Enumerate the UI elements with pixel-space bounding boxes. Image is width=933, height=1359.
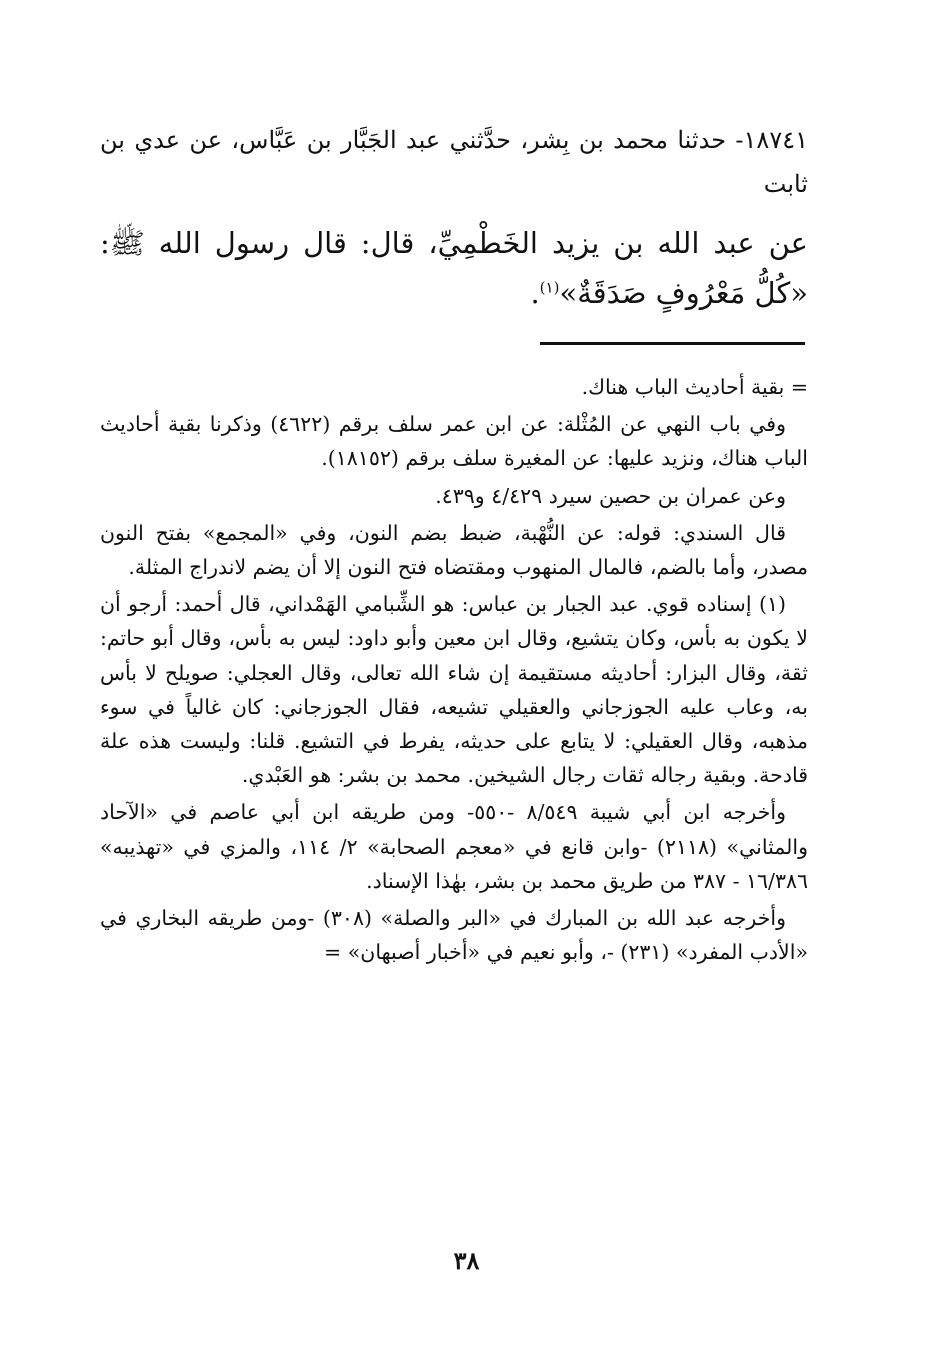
footnote-paragraph: وأخرجه عبد الله بن المبارك في «البر والصلة» (٣٠٨) -ومن طريقه البخاري في «الأدب المفرد» (٢٣١) -، وأبو نعيم في «أخبار أصبهان» = xyxy=(100,906,808,965)
hadith-text-paragraph xyxy=(100,218,808,318)
footnote-paragraph: قال السندي: قوله: عن النُّهْبة، ضبط بضم النون، وفي «المجمع» بفتح النون مصدر، وأما بالضم، فالمال المنهوب ومقتضاه فتح النون إلا أن يضم لاندراج المثلة. xyxy=(100,520,808,580)
hadith-isnad xyxy=(100,118,808,206)
hadith-chain-paragraph xyxy=(100,118,808,206)
hadith-number: ١٨٧٤١- xyxy=(735,126,808,154)
footnotes-section xyxy=(100,370,808,972)
hadith-end-mark: . xyxy=(530,276,540,310)
footnote-1: (١) إسناده قوي. عبد الجبار بن عباس: هو الشِّبامي الهَمْداني، قال أحمد: أرجو أن لا يكون به بأس، وكان يتشيع، وقال ابن معين وأبو داود: ليس به بأس، وقال أبو حاتم: ثقة، وقال البزار: أحاديثه مستقيمة إن شاء الله تعالى، وقال العجلي: صويلح لا بأس به، وعاب عليه الجوزجاني والعقيلي تشيعه، فقال الجوزجاني: كان غالياً في سوء مذهبه، وقال العقيلي: لا يتابع على حديثه، يفرط في التشيع. قلنا: وليست هذه علة قادحة. وبقية رجاله ثقات رجال الشيخين. محمد بن بشر: هو العَبْدي. xyxy=(100,592,808,788)
footnote-paragraph: وعن عمران بن حصين سيرد ٤/٤٢٩ و٤٣٩. xyxy=(435,483,786,508)
hadith-text-chain: عن عبد الله بن يزيد الخَطْمِيِّ، قال: قال رسول الله ﷺ: xyxy=(100,226,808,260)
footnote-reference: (١) xyxy=(539,278,560,297)
footnote-separator xyxy=(540,342,805,345)
footnote-continuation: = بقية أحاديث الباب هناك. xyxy=(581,375,808,399)
hadith-matn xyxy=(100,218,808,318)
footnote-paragraph: وفي باب النهي عن المُثْلة: عن ابن عمر سلف برقم (٤٦٢٢) وذكرنا بقية أحاديث الباب هناك، ونزيد عليها: عن المغيرة سلف برقم (١٨١٥٢). xyxy=(100,412,808,471)
page-number: ٣٨ xyxy=(453,1246,480,1275)
hadith-quote: «كُلُّ مَعْرُوفٍ صَدَقَةٌ» xyxy=(559,276,808,310)
hadith-chain: حدثنا محمد بن بِشر، حدَّثني عبد الجَبَّار بن عَبَّاس، عن عدي بن ثابت xyxy=(100,126,808,198)
footnote-paragraph: وأخرجه ابن أبي شيبة ٨/٥٤٩ -٥٥٠- ومن طريقه ابن أبي عاصم في «الآحاد والمثاني» (٢١١٨) -وابن قانع في «معجم الصحابة» ٢/ ١١٤، والمزي في «تهذيبه» ١٦/٣٨٦ - ٣٨٧ من طريق محمد بن بشر، بهٰذا الإسناد. xyxy=(100,800,808,893)
